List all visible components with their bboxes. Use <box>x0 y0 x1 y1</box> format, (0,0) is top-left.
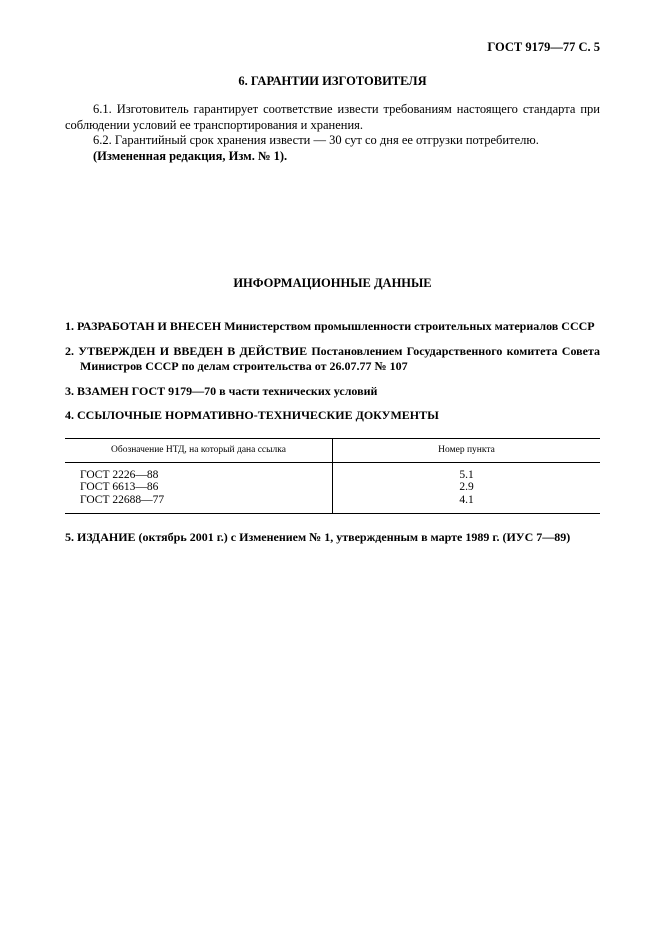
paragraph-6-1: 6.1. Изготовитель гарантирует соответствие извести требованиям настоящего стандарта при соблюдении условий ее транспортирования и хранения. <box>65 102 600 132</box>
table-row <box>65 481 600 494</box>
table-header-row <box>65 438 600 462</box>
info-item-2: 2. УТВЕРЖДЕН И ВВЕДЕН В ДЕЙСТВИЕ Постановлением Государственного комитета Совета Министров СССР по делам строительства от 26.07.77 № 107 <box>65 343 600 373</box>
reference-documents-table <box>65 438 600 515</box>
table-row <box>65 494 600 514</box>
amendment-note: (Измененная редакция, Изм. № 1). <box>93 148 288 163</box>
informational-data-title: ИНФОРМАЦИОННЫЕ ДАННЫЕ <box>233 276 432 290</box>
column-header-punkt: Номер пункта <box>333 438 601 462</box>
table-row <box>65 462 600 481</box>
column-header-ntd: Обозначение НТД, на который дана ссылка <box>65 438 333 462</box>
info-item-1: 1. РАЗРАБОТАН И ВНЕСЕН Министерством промышленности строительных материалов СССР <box>65 319 595 333</box>
section-6-title: 6. ГАРАНТИИ ИЗГОТОВИТЕЛЯ <box>238 74 427 88</box>
cell-ntd: ГОСТ 2226—88 <box>65 462 333 481</box>
cell-punkt: 5.1 <box>459 468 474 481</box>
page-header-reference: ГОСТ 9179—77 С. 5 <box>487 40 600 54</box>
info-item-5: 5. ИЗДАНИЕ (октябрь 2001 г.) с Изменением № 1, утвержденным в марте 1989 г. (ИУС 7—89) <box>65 530 571 544</box>
info-item-4: 4. ССЫЛОЧНЫЕ НОРМАТИВНО-ТЕХНИЧЕСКИЕ ДОКУМЕНТЫ <box>65 408 439 422</box>
paragraph-6-2: 6.2. Гарантийный срок хранения извести — 30 сут со дня ее отгрузки потребителю. <box>93 133 539 147</box>
cell-punkt: 2.9 <box>459 481 474 493</box>
cell-punkt: 4.1 <box>459 493 474 506</box>
info-item-3: 3. ВЗАМЕН ГОСТ 9179—70 в части технических условий <box>65 383 378 398</box>
cell-ntd: ГОСТ 22688—77 <box>65 494 333 514</box>
cell-ntd: ГОСТ 6613—86 <box>65 481 333 494</box>
